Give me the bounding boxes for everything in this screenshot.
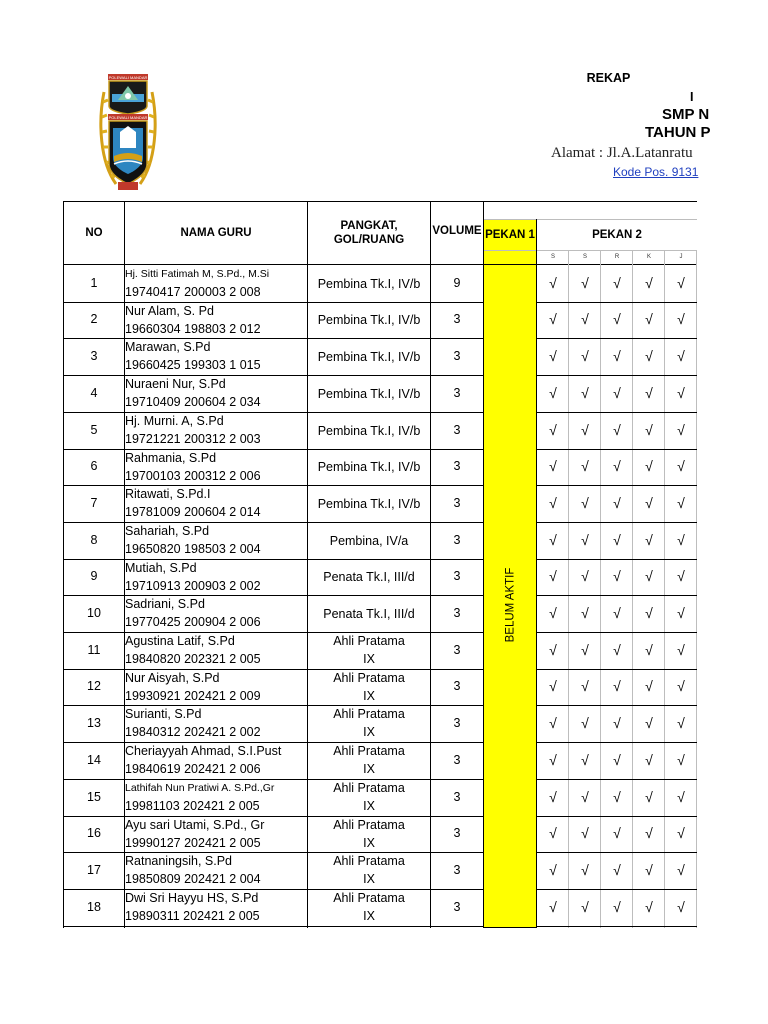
header-address: Alamat : Jl.A.Latanratu bbox=[551, 145, 693, 161]
attendance-check: √ bbox=[549, 898, 557, 915]
row-border bbox=[536, 449, 697, 450]
teacher-nip: 19710913 200903 2 002 bbox=[125, 579, 261, 593]
row-border bbox=[536, 669, 697, 670]
attendance-check: √ bbox=[549, 531, 557, 548]
volume-value: 3 bbox=[453, 422, 461, 437]
row-border bbox=[536, 632, 697, 633]
header-school-name: SMP N bbox=[662, 106, 710, 123]
attendance-check: √ bbox=[645, 788, 653, 805]
column-header-rank: PANGKAT, GOL/RUANG bbox=[333, 220, 405, 246]
teacher-nip: 19660304 198803 2 012 bbox=[125, 322, 261, 336]
rank-cell bbox=[308, 852, 430, 888]
teacher-name: Ayu sari Utami, S.Pd., Gr bbox=[125, 818, 265, 832]
attendance-check: √ bbox=[581, 274, 589, 291]
row-number: 8 bbox=[90, 532, 98, 547]
attendance-check: √ bbox=[613, 568, 621, 584]
attendance-check: √ bbox=[677, 421, 685, 438]
table-top-border bbox=[63, 201, 697, 202]
rank-text: Pembina Tk.I, IV/b bbox=[317, 496, 421, 511]
teacher-name: Dwi Sri Hayyu HS, S.Pd bbox=[125, 891, 259, 905]
teacher-nip: 19660425 199303 1 015 bbox=[125, 358, 261, 372]
row-number: 11 bbox=[87, 642, 101, 657]
volume-value: 3 bbox=[453, 348, 461, 363]
attendance-check: √ bbox=[645, 825, 653, 841]
column-header-no: NO bbox=[85, 227, 103, 239]
attendance-check: √ bbox=[677, 788, 685, 805]
teacher-nip: 19740417 200003 2 008 bbox=[125, 285, 261, 299]
teacher-cell bbox=[125, 889, 307, 925]
teacher-nip: 19840619 202421 2 006 bbox=[125, 762, 261, 776]
volume-value: 3 bbox=[453, 569, 461, 583]
attendance-check: √ bbox=[645, 531, 653, 548]
teacher-name: Sahariah, S.Pd bbox=[125, 524, 210, 538]
attendance-check: √ bbox=[613, 347, 621, 364]
attendance-check: √ bbox=[549, 825, 557, 841]
teacher-name: Nur Aisyah, S.Pd bbox=[125, 671, 220, 685]
attendance-check: √ bbox=[645, 494, 653, 511]
rank-text: Pembina Tk.I, IV/b bbox=[317, 276, 421, 291]
regency-emblem-logo bbox=[98, 72, 158, 194]
attendance-check: √ bbox=[613, 494, 621, 511]
attendance-check: √ bbox=[645, 384, 653, 401]
rank-text: Ahli Pratama bbox=[333, 854, 405, 868]
volume-value: 3 bbox=[453, 826, 461, 840]
grade-text: IX bbox=[363, 725, 375, 739]
row-border bbox=[536, 559, 697, 560]
row-number: 4 bbox=[90, 385, 98, 400]
attendance-check: √ bbox=[549, 678, 557, 694]
teacher-cell bbox=[125, 412, 307, 448]
rank-text: Pembina Tk.I, IV/b bbox=[317, 423, 421, 438]
teacher-cell bbox=[125, 559, 307, 595]
teacher-cell bbox=[125, 595, 307, 631]
column-header-name: NAMA GURU bbox=[180, 227, 252, 239]
attendance-check: √ bbox=[645, 898, 653, 915]
column-divider bbox=[483, 201, 484, 928]
volume-value: 3 bbox=[453, 715, 461, 730]
attendance-check: √ bbox=[581, 678, 589, 694]
volume-value: 3 bbox=[453, 899, 461, 914]
teacher-cell bbox=[125, 449, 307, 485]
volume-value: 3 bbox=[453, 312, 461, 326]
volume-value: 3 bbox=[453, 532, 461, 547]
rank-text: Pembina Tk.I, IV/b bbox=[317, 460, 421, 474]
row-border bbox=[536, 522, 697, 523]
volume-value: 3 bbox=[453, 679, 461, 693]
attendance-check: √ bbox=[645, 751, 653, 768]
row-border bbox=[536, 852, 697, 853]
attendance-check: √ bbox=[581, 421, 589, 438]
rank-cell bbox=[308, 275, 430, 293]
rank-text: Ahli Pratama bbox=[333, 671, 405, 685]
attendance-check: √ bbox=[549, 274, 557, 291]
teacher-nip: 19700103 200312 2 006 bbox=[125, 469, 261, 483]
teacher-name: Ratnaningsih, S.Pd bbox=[125, 854, 233, 868]
day-label-3: R bbox=[614, 254, 620, 260]
rank-text: Pembina Tk.I, IV/b bbox=[317, 386, 421, 401]
table-left-border bbox=[63, 201, 64, 928]
attendance-check: √ bbox=[613, 384, 621, 401]
attendance-check: √ bbox=[677, 898, 685, 915]
teacher-nip: 19890311 202421 2 005 bbox=[125, 909, 260, 923]
rank-cell bbox=[308, 605, 430, 623]
attendance-check: √ bbox=[613, 311, 621, 327]
teacher-name: Nur Alam, S. Pd bbox=[125, 304, 214, 318]
rank-cell bbox=[308, 568, 430, 586]
volume-value: 3 bbox=[453, 495, 461, 510]
day-label-1: S bbox=[550, 254, 555, 260]
teacher-name: Marawan, S.Pd bbox=[125, 340, 211, 354]
teacher-name: Agustina Latif, S.Pd bbox=[125, 634, 235, 648]
attendance-check: √ bbox=[613, 604, 621, 621]
teacher-name: Nuraeni Nur, S.Pd bbox=[125, 377, 226, 391]
teacher-nip: 19650820 198503 2 004 bbox=[125, 542, 261, 556]
attendance-check: √ bbox=[549, 384, 557, 401]
attendance-check: √ bbox=[581, 751, 589, 768]
row-number: 1 bbox=[90, 275, 98, 290]
teacher-cell bbox=[125, 779, 307, 815]
attendance-check: √ bbox=[549, 788, 557, 805]
row-border bbox=[536, 412, 697, 413]
attendance-check: √ bbox=[677, 311, 685, 327]
attendance-check: √ bbox=[549, 641, 557, 658]
attendance-check: √ bbox=[549, 494, 557, 511]
grade-text: IX bbox=[363, 872, 375, 886]
attendance-check: √ bbox=[677, 678, 685, 694]
header-school-year: TAHUN P bbox=[645, 124, 711, 141]
rank-text: Ahli Pratama bbox=[333, 707, 405, 721]
teacher-name: Hj. Murni. A, S.Pd bbox=[125, 414, 224, 428]
volume-value: 3 bbox=[453, 385, 461, 400]
postal-code-link[interactable]: Kode Pos. 9131 bbox=[613, 165, 699, 179]
attendance-check: √ bbox=[645, 347, 653, 364]
attendance-check: √ bbox=[613, 861, 621, 878]
attendance-check: √ bbox=[581, 714, 589, 731]
teacher-name: Ritawati, S.Pd.I bbox=[125, 487, 211, 501]
attendance-check: √ bbox=[581, 458, 589, 474]
attendance-check: √ bbox=[677, 714, 685, 731]
attendance-check: √ bbox=[677, 384, 685, 401]
row-border bbox=[536, 926, 697, 927]
teacher-cell bbox=[125, 852, 307, 888]
attendance-check: √ bbox=[549, 458, 557, 474]
row-number: 18 bbox=[87, 899, 101, 914]
attendance-check: √ bbox=[645, 678, 653, 694]
attendance-check: √ bbox=[645, 604, 653, 621]
attendance-check: √ bbox=[645, 714, 653, 731]
day-label-2: S bbox=[582, 254, 587, 260]
teacher-name: Hj. Sitti Fatimah M, S.Pd., M.Si bbox=[125, 268, 270, 280]
attendance-check: √ bbox=[613, 825, 621, 841]
volume-value: 3 bbox=[453, 752, 461, 767]
teacher-nip: 19990127 202421 2 005 bbox=[125, 836, 261, 850]
attendance-check: √ bbox=[613, 788, 621, 805]
row-border bbox=[536, 889, 697, 890]
teacher-name: Lathifah Nun Pratiwi A. S.Pd.,Gr bbox=[125, 782, 275, 794]
teacher-nip: 19770425 200904 2 006 bbox=[125, 615, 261, 629]
teacher-cell bbox=[125, 816, 307, 852]
attendance-check: √ bbox=[677, 641, 685, 658]
row-border bbox=[536, 705, 697, 706]
attendance-check: √ bbox=[581, 347, 589, 364]
teacher-name: Cheriayyah Ahmad, S.I.Pust bbox=[125, 744, 282, 758]
column-divider bbox=[430, 201, 431, 928]
attendance-check: √ bbox=[677, 458, 685, 474]
rank-text: Pembina Tk.I, IV/b bbox=[317, 313, 421, 327]
teacher-nip: 19930921 202421 2 009 bbox=[125, 689, 261, 703]
volume-value: 3 bbox=[453, 789, 461, 804]
teacher-name: Sadriani, S.Pd bbox=[125, 597, 205, 611]
teacher-nip: 19840312 202421 2 002 bbox=[125, 725, 261, 739]
teacher-cell bbox=[125, 485, 307, 521]
attendance-check: √ bbox=[677, 825, 685, 841]
grid-line bbox=[484, 250, 697, 251]
attendance-check: √ bbox=[549, 421, 557, 438]
attendance-check: √ bbox=[581, 494, 589, 511]
volume-value: 3 bbox=[453, 605, 461, 620]
attendance-check: √ bbox=[549, 347, 557, 364]
teacher-nip: 19721221 200312 2 003 bbox=[125, 432, 261, 446]
week-1-status: BELUM AKTIF bbox=[504, 567, 516, 643]
attendance-check: √ bbox=[581, 568, 589, 584]
teacher-name: Rahmania, S.Pd bbox=[125, 451, 217, 465]
teacher-cell bbox=[125, 522, 307, 558]
rank-text: Ahli Pratama bbox=[333, 891, 405, 905]
teacher-name: Surianti, S.Pd bbox=[125, 707, 202, 721]
teacher-nip: 19781009 200604 2 014 bbox=[125, 505, 261, 519]
teacher-cell bbox=[125, 375, 307, 411]
attendance-check: √ bbox=[581, 311, 589, 327]
attendance-check: √ bbox=[581, 384, 589, 401]
attendance-check: √ bbox=[677, 347, 685, 364]
table-bottom-border bbox=[483, 927, 537, 928]
column-header-week-1: PEKAN 1 bbox=[485, 229, 535, 241]
attendance-check: √ bbox=[549, 568, 557, 584]
row-number: 14 bbox=[87, 752, 101, 767]
attendance-check: √ bbox=[613, 898, 621, 915]
teacher-nip: 19710409 200604 2 034 bbox=[125, 395, 261, 409]
row-number: 12 bbox=[87, 679, 101, 693]
header-line-1: REKAP bbox=[586, 71, 631, 85]
rank-cell bbox=[308, 816, 430, 852]
attendance-check: √ bbox=[581, 898, 589, 915]
volume-value: 9 bbox=[453, 275, 461, 290]
attendance-check: √ bbox=[645, 421, 653, 438]
svg-text:POLEWALI MANDAR: POLEWALI MANDAR bbox=[108, 75, 148, 80]
row-number: 2 bbox=[90, 312, 98, 326]
row-border bbox=[536, 375, 697, 376]
teacher-name: Mutiah, S.Pd bbox=[125, 561, 197, 575]
row-number: 7 bbox=[90, 495, 98, 510]
grid-line bbox=[484, 219, 697, 220]
attendance-check: √ bbox=[613, 678, 621, 694]
rank-cell bbox=[308, 632, 430, 668]
day-label-4: K bbox=[646, 254, 651, 260]
attendance-check: √ bbox=[613, 421, 621, 438]
rank-text: Penata Tk.I, III/d bbox=[323, 606, 415, 621]
attendance-check: √ bbox=[549, 751, 557, 768]
attendance-check: √ bbox=[549, 861, 557, 878]
attendance-check: √ bbox=[613, 531, 621, 548]
attendance-check: √ bbox=[677, 568, 685, 584]
rank-text: Ahli Pratama bbox=[333, 634, 405, 648]
row-number: 17 bbox=[87, 862, 101, 877]
volume-value: 3 bbox=[453, 642, 461, 657]
row-border bbox=[536, 742, 697, 743]
attendance-check: √ bbox=[581, 604, 589, 621]
row-border bbox=[536, 485, 697, 486]
day-label-5: J bbox=[679, 254, 683, 260]
attendance-check: √ bbox=[645, 568, 653, 584]
rank-text: Pembina, IV/a bbox=[329, 533, 409, 548]
attendance-check: √ bbox=[581, 861, 589, 878]
teacher-nip: 19840820 202321 2 005 bbox=[125, 652, 261, 666]
attendance-check: √ bbox=[581, 531, 589, 548]
header-line-2: I bbox=[690, 90, 694, 104]
row-border bbox=[536, 595, 697, 596]
attendance-check: √ bbox=[549, 604, 557, 621]
row-border bbox=[536, 779, 697, 780]
rank-text: Ahli Pratama bbox=[333, 781, 405, 795]
teacher-cell bbox=[125, 632, 307, 668]
attendance-check: √ bbox=[645, 641, 653, 658]
attendance-check: √ bbox=[613, 751, 621, 768]
teacher-cell bbox=[125, 742, 307, 778]
grade-text: IX bbox=[363, 836, 375, 850]
rank-cell bbox=[308, 495, 430, 513]
teacher-cell bbox=[125, 669, 307, 705]
grade-text: IX bbox=[363, 762, 375, 776]
rank-cell bbox=[308, 705, 430, 741]
svg-text:POLEWALI MANDAR: POLEWALI MANDAR bbox=[108, 115, 148, 120]
row-border bbox=[536, 302, 697, 303]
attendance-check: √ bbox=[581, 641, 589, 658]
grade-text: IX bbox=[363, 689, 375, 703]
rank-text: Penata Tk.I, III/d bbox=[323, 570, 415, 584]
row-number: 3 bbox=[90, 348, 98, 363]
rank-cell bbox=[308, 385, 430, 403]
row-number: 15 bbox=[87, 789, 101, 804]
row-number: 9 bbox=[90, 569, 98, 583]
attendance-check: √ bbox=[613, 714, 621, 731]
rank-cell bbox=[308, 311, 430, 329]
teacher-cell bbox=[125, 265, 307, 301]
rank-cell bbox=[308, 742, 430, 778]
rank-cell bbox=[308, 532, 430, 550]
row-border bbox=[536, 816, 697, 817]
column-header-volume: VOLUME bbox=[432, 225, 482, 237]
attendance-check: √ bbox=[581, 788, 589, 805]
row-number: 6 bbox=[90, 459, 98, 473]
attendance-check: √ bbox=[613, 458, 621, 474]
rank-cell bbox=[308, 348, 430, 366]
attendance-check: √ bbox=[645, 274, 653, 291]
teacher-cell bbox=[125, 338, 307, 374]
teacher-nip: 19981103 202421 2 005 bbox=[125, 799, 260, 813]
volume-value: 3 bbox=[453, 459, 461, 473]
teacher-cell bbox=[125, 302, 307, 338]
attendance-check: √ bbox=[613, 641, 621, 658]
rank-text: Ahli Pratama bbox=[333, 818, 405, 832]
row-number: 13 bbox=[87, 715, 101, 730]
attendance-check: √ bbox=[677, 494, 685, 511]
attendance-check: √ bbox=[581, 825, 589, 841]
attendance-check: √ bbox=[613, 274, 621, 291]
teacher-cell bbox=[125, 705, 307, 741]
rank-cell bbox=[308, 779, 430, 815]
attendance-check: √ bbox=[645, 458, 653, 474]
attendance-check: √ bbox=[677, 861, 685, 878]
rank-cell bbox=[308, 669, 430, 705]
row-number: 5 bbox=[90, 422, 98, 437]
grade-text: IX bbox=[363, 799, 375, 813]
grade-text: IX bbox=[363, 909, 375, 923]
attendance-check: √ bbox=[677, 604, 685, 621]
rank-cell bbox=[308, 889, 430, 925]
attendance-check: √ bbox=[645, 861, 653, 878]
row-number: 16 bbox=[87, 826, 101, 840]
rank-cell bbox=[308, 422, 430, 440]
row-border bbox=[63, 926, 484, 927]
attendance-check: √ bbox=[677, 274, 685, 291]
grade-text: IX bbox=[363, 652, 375, 666]
attendance-check: √ bbox=[677, 751, 685, 768]
row-border bbox=[536, 338, 697, 339]
attendance-check: √ bbox=[645, 311, 653, 327]
attendance-check: √ bbox=[677, 531, 685, 548]
column-header-week-2: PEKAN 2 bbox=[592, 229, 642, 241]
row-number: 10 bbox=[87, 605, 101, 620]
rank-text: Ahli Pratama bbox=[333, 744, 405, 758]
volume-value: 3 bbox=[453, 862, 461, 877]
teacher-nip: 19850809 202421 2 004 bbox=[125, 872, 261, 886]
rank-text: Pembina Tk.I, IV/b bbox=[317, 349, 421, 364]
attendance-check: √ bbox=[549, 311, 557, 327]
rank-cell bbox=[308, 458, 430, 476]
attendance-check: √ bbox=[549, 714, 557, 731]
